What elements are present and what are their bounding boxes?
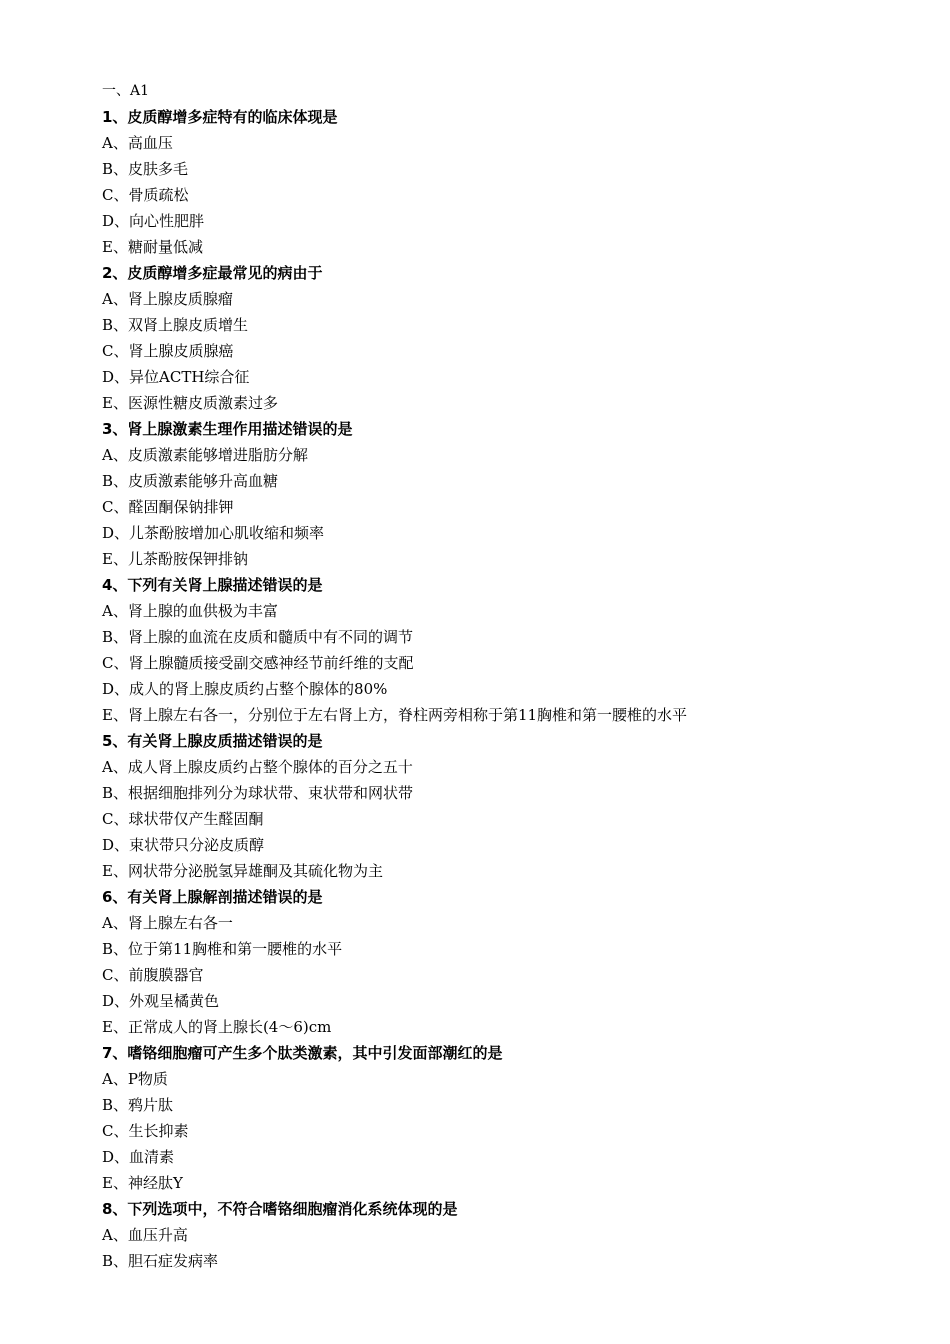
question-block: [102, 572, 902, 728]
question-block: [102, 884, 902, 1040]
answer-option: C、前腹膜器官: [102, 966, 204, 984]
question-list: [102, 104, 902, 1274]
answer-option: D、儿茶酚胺增加心肌收缩和频率: [102, 524, 325, 542]
answer-option: A、皮质激素能够增进脂肪分解: [102, 446, 308, 464]
question-block: [102, 260, 902, 416]
answer-option: D、异位ACTH综合征: [102, 368, 250, 386]
answer-option: C、生长抑素: [102, 1122, 189, 1140]
answer-option: E、正常成人的肾上腺长(4～6)cm: [102, 1018, 332, 1036]
answer-option: C、球状带仅产生醛固酮: [102, 810, 264, 828]
answer-option: D、外观呈橘黄色: [102, 992, 220, 1010]
answer-option: E、糖耐量低减: [102, 238, 203, 256]
answer-option: C、肾上腺髓质接受副交感神经节前纤维的支配: [102, 654, 414, 672]
answer-option: D、血清素: [102, 1148, 175, 1166]
question-stem: 2、皮质醇增多症最常见的病由于: [102, 264, 323, 282]
answer-option: D、向心性肥胖: [102, 212, 205, 230]
answer-option: C、肾上腺皮质腺癌: [102, 342, 234, 360]
question-stem: 3、肾上腺激素生理作用描述错误的是: [102, 420, 353, 438]
question-block: [102, 416, 902, 572]
answer-option: A、肾上腺的血供极为丰富: [102, 602, 278, 620]
section-title: 一、A1: [102, 83, 150, 99]
question-block: [102, 1196, 902, 1274]
answer-option: A、肾上腺左右各一: [102, 914, 233, 932]
answer-option: B、根据细胞排列分为球状带、束状带和网状带: [102, 784, 414, 802]
answer-option: D、成人的肾上腺皮质约占整个腺体的80%: [102, 680, 388, 698]
answer-option: E、神经肽Y: [102, 1174, 183, 1192]
question-stem: 7、嗜铬细胞瘤可产生多个肽类激素，其中引发面部潮红的是: [102, 1044, 503, 1062]
answer-option: B、鸦片肽: [102, 1096, 174, 1114]
document-body: [102, 78, 902, 1274]
answer-option: A、P物质: [102, 1070, 168, 1088]
question-stem: 4、下列有关肾上腺描述错误的是: [102, 576, 323, 594]
question-block: [102, 1040, 902, 1196]
answer-option: B、皮质激素能够升高血糖: [102, 472, 279, 490]
question-stem: 8、下列选项中，不符合嗜铬细胞瘤消化系统体现的是: [102, 1200, 458, 1218]
question-stem: 1、皮质醇增多症特有的临床体现是: [102, 108, 338, 126]
answer-option: B、位于第11胸椎和第一腰椎的水平: [102, 940, 343, 958]
answer-option: C、骨质疏松: [102, 186, 189, 204]
answer-option: B、胆石症发病率: [102, 1252, 219, 1270]
answer-option: A、血压升高: [102, 1226, 188, 1244]
answer-option: D、束状带只分泌皮质醇: [102, 836, 265, 854]
answer-option: A、高血压: [102, 134, 173, 152]
answer-option: A、成人肾上腺皮质约占整个腺体的百分之五十: [102, 758, 413, 776]
answer-option: B、双肾上腺皮质增生: [102, 316, 249, 334]
question-stem: 6、有关肾上腺解剖描述错误的是: [102, 888, 323, 906]
answer-option: B、皮肤多毛: [102, 160, 189, 178]
answer-option: C、醛固酮保钠排钾: [102, 498, 234, 516]
answer-option: E、医源性糖皮质激素过多: [102, 394, 278, 412]
question-block: [102, 728, 902, 884]
question-block: [102, 104, 902, 260]
answer-option: E、网状带分泌脱氢异雄酮及其硫化物为主: [102, 862, 383, 880]
answer-option: A、肾上腺皮质腺瘤: [102, 290, 233, 308]
question-stem: 5、有关肾上腺皮质描述错误的是: [102, 732, 323, 750]
answer-option: E、儿茶酚胺保钾排钠: [102, 550, 248, 568]
answer-option: E、肾上腺左右各一，分别位于左右肾上方，脊柱两旁相称于第11胸椎和第一腰椎的水平: [102, 706, 688, 724]
answer-option: B、肾上腺的血流在皮质和髓质中有不同的调节: [102, 628, 414, 646]
